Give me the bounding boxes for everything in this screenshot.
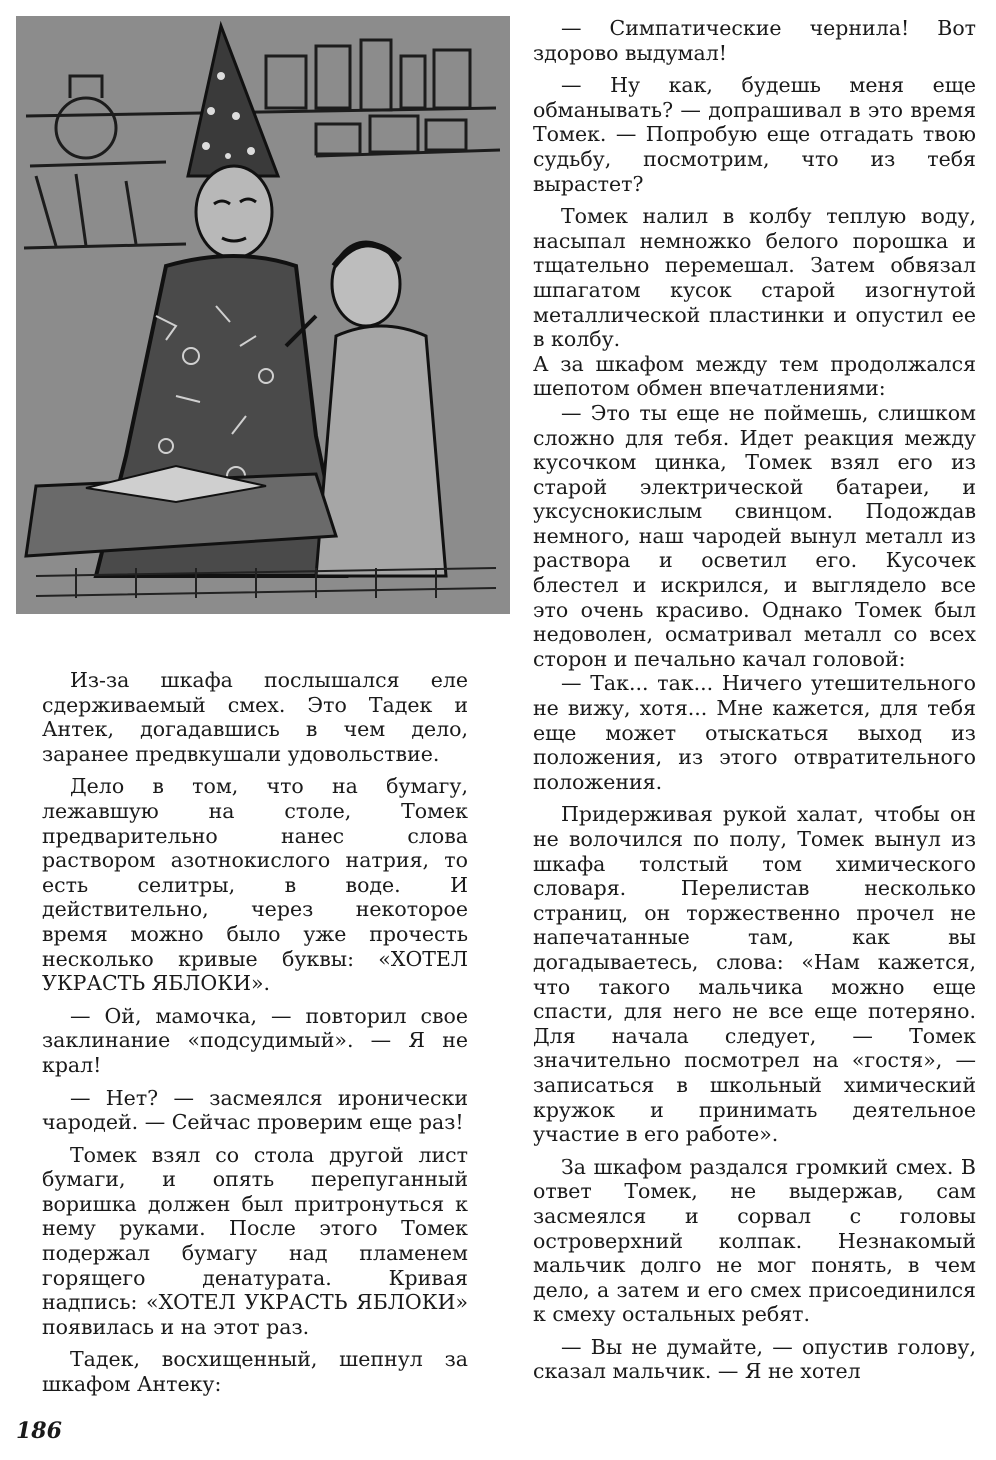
- paragraph: Дело в том, что на бумагу, лежавшую на столе, Томек предварительно нанес слова раствором азотнокислого натрия, то есть селитры, в воде. И действительно, через некоторое время можно было уже прочесть несколько кривые буквы: «ХОТЕЛ УКРАСТЬ ЯБЛОКИ».: [42, 774, 468, 996]
- paragraph: — Ну как, будешь меня еще обманывать? — допрашивал в это время Томек. — Попробую еще отгадать твою судьбу, посмотрим, что из тебя вырастет?: [533, 73, 976, 196]
- right-text-column: [533, 16, 976, 1384]
- page-number: 186: [16, 1418, 62, 1444]
- paragraph: — Нет? — засмеялся иронически чародей. — Сейчас проверим еще раз!: [42, 1085, 468, 1135]
- paragraph: За шкафом раздался громкий смех. В ответ Томек, не выдержав, сам засмеялся и сорвал с головы островерхний колпак. Незнакомый мальчик долго не мог понять, в чем дело, а затем и его смех присоединился к смеху остальных ребят.: [533, 1154, 976, 1327]
- paragraph: — Ой, мамочка, — повторил свое заклинание «подсудимый». — Я не крал!: [42, 1003, 468, 1077]
- sorcerer-and-boy-illustration-icon: [16, 16, 510, 614]
- paragraph: — Это ты еще не поймешь, слишком сложно для тебя. Идет реакция между кусочком цинка, Томек взял его из старой электрической батареи, и уксуснокислым свинцом. Подождав немного, наш чародей вынул металл из раствора и осветил его. Кусочек блестел и искрился, и выглядело все это очень красиво. Однако Томек был недоволен, осматривал металл со всех сторон и печально качал головой:: [533, 400, 976, 671]
- paragraph: — Вы не думайте, — опустив голову, сказал мальчик. — Я не хотел: [533, 1334, 976, 1384]
- paragraph: Тадек, восхищенный, шепнул за шкафом Антеку:: [42, 1347, 468, 1397]
- paragraph: Из-за шкафа послышался еле сдерживаемый смех. Это Тадек и Антек, догадавшись в чем дело, заранее предвкушали удовольствие.: [42, 668, 468, 766]
- paragraph: Придерживая рукой халат, чтобы он не волочился по полу, Томек вынул из шкафа толстый том химического словаря. Перелистав несколько страниц, он торжественно прочел не напечатанные там, как вы догадываетесь, слова: «Нам кажется, что такого мальчика можно еще спасти, для него не все еще потеряно. Для начала следует, — Томек значительно посмотрел на «гостя», — записаться в школьный химический кружок и принимать деятельное участие в его работе».: [533, 802, 976, 1147]
- paragraph: Томек взял со стола другой лист бумаги, и опять перепуганный воришка должен был притронуться к нему руками. После этого Томек подержал бумагу над пламенем горящего денатурата. Кривая надпись: «ХОТЕЛ УКРАСТЬ ЯБЛОКИ» появилась и на этот раз.: [42, 1142, 468, 1339]
- paragraph: — Симпатические чернила! Вот здорово выдумал!: [533, 16, 976, 65]
- illustration: [16, 16, 510, 614]
- paragraph: Томек налил в колбу теплую воду, насыпал немножко белого порошка и тщательно перемешал. Затем обвязал шпагатом кусок старой изогнутой металлической пластинки и опустил ее в колбу.: [533, 204, 976, 352]
- left-text-column: [42, 668, 468, 1397]
- paragraph: — Так... так... Ничего утешительного не вижу, хотя... Мне кажется, для тебя еще может отыскаться выход из положения, из этого отвратительного положения.: [533, 671, 976, 794]
- paragraph: А за шкафом между тем продолжался шепотом обмен впечатлениями:: [533, 351, 976, 401]
